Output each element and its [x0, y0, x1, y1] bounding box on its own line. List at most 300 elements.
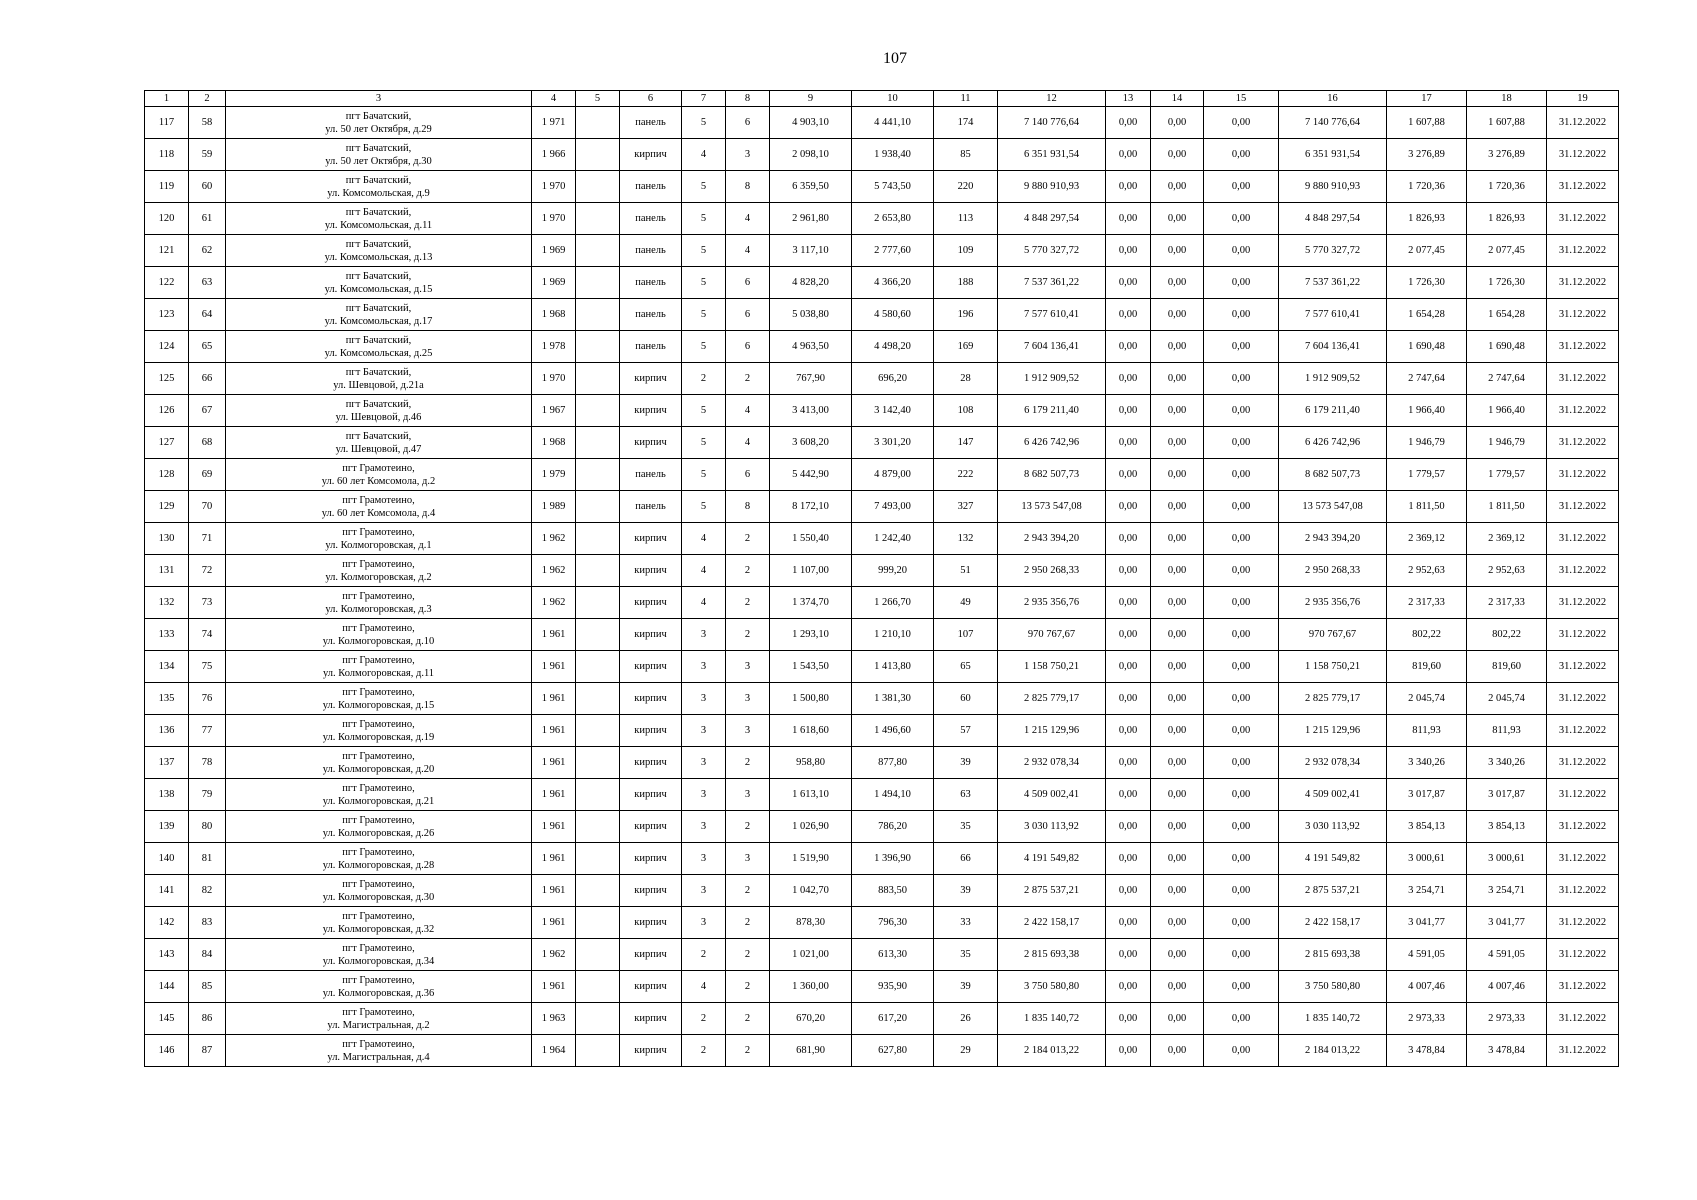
repair-cost-cell: 2 422 158,17 — [998, 907, 1106, 939]
address-street: ул. 50 лет Октября, д.29 — [325, 123, 432, 135]
deadline-cell: 31.12.2022 — [1547, 971, 1619, 1003]
row-index: 146 — [145, 1035, 189, 1067]
col17-cell: 2 045,74 — [1387, 683, 1467, 715]
wall-material-cell: кирпич — [620, 139, 682, 171]
col14-cell: 0,00 — [1151, 811, 1204, 843]
entrances-cell: 2 — [726, 971, 770, 1003]
repair-cost-cell: 1 835 140,72 — [998, 1003, 1106, 1035]
build-year-cell: 1 970 — [532, 363, 576, 395]
col15-cell: 0,00 — [1204, 683, 1279, 715]
living-area-cell: 613,30 — [852, 939, 934, 971]
total-area-cell: 1 293,10 — [770, 619, 852, 651]
col5-cell — [576, 171, 620, 203]
wall-material-cell: кирпич — [620, 363, 682, 395]
address-cell — [226, 267, 532, 299]
col14-cell: 0,00 — [1151, 747, 1204, 779]
build-year-cell: 1 969 — [532, 235, 576, 267]
col14-cell: 0,00 — [1151, 203, 1204, 235]
repair-cost-cell: 2 943 394,20 — [998, 523, 1106, 555]
col5-cell — [576, 1003, 620, 1035]
col15-cell: 0,00 — [1204, 395, 1279, 427]
col16-cell: 2 932 078,34 — [1279, 747, 1387, 779]
residents-cell: 57 — [934, 715, 998, 747]
wall-material-cell: кирпич — [620, 747, 682, 779]
building-index: 84 — [189, 939, 226, 971]
col15-cell: 0,00 — [1204, 1003, 1279, 1035]
table-row — [145, 619, 1619, 651]
col5-cell — [576, 939, 620, 971]
column-header-8: 8 — [726, 91, 770, 107]
col18-cell: 1 726,30 — [1467, 267, 1547, 299]
col18-cell: 3 854,13 — [1467, 811, 1547, 843]
address-street: ул. Шевцовой, д.21а — [333, 379, 424, 391]
address-locality: пгт Грамотеино, — [342, 718, 415, 730]
col16-cell: 8 682 507,73 — [1279, 459, 1387, 491]
col5-cell — [576, 235, 620, 267]
build-year-cell: 1 961 — [532, 715, 576, 747]
deadline-cell: 31.12.2022 — [1547, 491, 1619, 523]
table-row — [145, 875, 1619, 907]
wall-material-cell: кирпич — [620, 651, 682, 683]
total-area-cell: 4 963,50 — [770, 331, 852, 363]
col18-cell: 2 973,33 — [1467, 1003, 1547, 1035]
col5-cell — [576, 427, 620, 459]
col14-cell: 0,00 — [1151, 587, 1204, 619]
row-index: 142 — [145, 907, 189, 939]
floors-cell: 3 — [682, 619, 726, 651]
address-locality: пгт Грамотеино, — [342, 1006, 415, 1018]
build-year-cell: 1 962 — [532, 555, 576, 587]
col5-cell — [576, 747, 620, 779]
floors-cell: 5 — [682, 171, 726, 203]
residents-cell: 108 — [934, 395, 998, 427]
floors-cell: 3 — [682, 811, 726, 843]
address-locality: пгт Грамотеино, — [342, 654, 415, 666]
table-row — [145, 555, 1619, 587]
col18-cell: 2 952,63 — [1467, 555, 1547, 587]
building-index: 73 — [189, 587, 226, 619]
living-area-cell: 4 580,60 — [852, 299, 934, 331]
address-cell — [226, 235, 532, 267]
table-row — [145, 811, 1619, 843]
row-index: 143 — [145, 939, 189, 971]
col5-cell — [576, 715, 620, 747]
wall-material-cell: кирпич — [620, 427, 682, 459]
living-area-cell: 1 266,70 — [852, 587, 934, 619]
repair-cost-cell: 2 815 693,38 — [998, 939, 1106, 971]
entrances-cell: 3 — [726, 715, 770, 747]
address-street: ул. Шевцовой, д.46 — [335, 411, 422, 423]
col17-cell: 1 607,88 — [1387, 107, 1467, 139]
residents-cell: 66 — [934, 843, 998, 875]
deadline-cell: 31.12.2022 — [1547, 555, 1619, 587]
repair-cost-cell: 1 158 750,21 — [998, 651, 1106, 683]
col5-cell — [576, 395, 620, 427]
wall-material-cell: панель — [620, 107, 682, 139]
total-area-cell: 1 360,00 — [770, 971, 852, 1003]
building-index: 62 — [189, 235, 226, 267]
address-cell — [226, 875, 532, 907]
address-street: ул. Колмогоровская, д.32 — [322, 923, 435, 935]
col5-cell — [576, 331, 620, 363]
address-cell — [226, 843, 532, 875]
address-locality: пгт Грамотеино, — [342, 846, 415, 858]
residents-cell: 65 — [934, 651, 998, 683]
living-area-cell: 1 938,40 — [852, 139, 934, 171]
table-row — [145, 747, 1619, 779]
entrances-cell: 6 — [726, 331, 770, 363]
building-index: 86 — [189, 1003, 226, 1035]
row-index: 120 — [145, 203, 189, 235]
table-row — [145, 139, 1619, 171]
column-header-11: 11 — [934, 91, 998, 107]
total-area-cell: 2 098,10 — [770, 139, 852, 171]
building-index: 63 — [189, 267, 226, 299]
col13-cell: 0,00 — [1106, 171, 1151, 203]
col15-cell: 0,00 — [1204, 715, 1279, 747]
column-header-14: 14 — [1151, 91, 1204, 107]
col13-cell: 0,00 — [1106, 235, 1151, 267]
address-street: ул. Комсомольская, д.13 — [324, 251, 433, 263]
floors-cell: 2 — [682, 1035, 726, 1067]
column-header-18: 18 — [1467, 91, 1547, 107]
col18-cell: 1 811,50 — [1467, 491, 1547, 523]
living-area-cell: 617,20 — [852, 1003, 934, 1035]
repair-cost-cell: 7 537 361,22 — [998, 267, 1106, 299]
col14-cell: 0,00 — [1151, 939, 1204, 971]
col5-cell — [576, 683, 620, 715]
residents-cell: 29 — [934, 1035, 998, 1067]
total-area-cell: 4 903,10 — [770, 107, 852, 139]
address-locality: пгт Бачатский, — [345, 206, 412, 218]
wall-material-cell: кирпич — [620, 587, 682, 619]
address-cell — [226, 459, 532, 491]
wall-material-cell: кирпич — [620, 971, 682, 1003]
address-locality: пгт Грамотеино, — [342, 782, 415, 794]
row-index: 117 — [145, 107, 189, 139]
floors-cell: 3 — [682, 843, 726, 875]
building-index: 75 — [189, 651, 226, 683]
address-locality: пгт Бачатский, — [345, 110, 412, 122]
entrances-cell: 6 — [726, 107, 770, 139]
wall-material-cell: кирпич — [620, 875, 682, 907]
address-street: ул. Комсомольская, д.25 — [324, 347, 433, 359]
col16-cell: 2 875 537,21 — [1279, 875, 1387, 907]
build-year-cell: 1 967 — [532, 395, 576, 427]
address-street: ул. Комсомольская, д.17 — [324, 315, 433, 327]
col5-cell — [576, 779, 620, 811]
table-row — [145, 523, 1619, 555]
column-header-17: 17 — [1387, 91, 1467, 107]
repair-cost-cell: 13 573 547,08 — [998, 491, 1106, 523]
residents-cell: 35 — [934, 939, 998, 971]
living-area-cell: 4 366,20 — [852, 267, 934, 299]
col14-cell: 0,00 — [1151, 171, 1204, 203]
residents-cell: 35 — [934, 811, 998, 843]
col13-cell: 0,00 — [1106, 907, 1151, 939]
col17-cell: 1 720,36 — [1387, 171, 1467, 203]
col17-cell: 2 973,33 — [1387, 1003, 1467, 1035]
col16-cell: 7 604 136,41 — [1279, 331, 1387, 363]
col5-cell — [576, 203, 620, 235]
col14-cell: 0,00 — [1151, 363, 1204, 395]
deadline-cell: 31.12.2022 — [1547, 459, 1619, 491]
col18-cell: 4 591,05 — [1467, 939, 1547, 971]
wall-material-cell: кирпич — [620, 939, 682, 971]
build-year-cell: 1 979 — [532, 459, 576, 491]
col5-cell — [576, 907, 620, 939]
floors-cell: 3 — [682, 747, 726, 779]
column-header-6: 6 — [620, 91, 682, 107]
col16-cell: 4 191 549,82 — [1279, 843, 1387, 875]
floors-cell: 3 — [682, 651, 726, 683]
total-area-cell: 6 359,50 — [770, 171, 852, 203]
col14-cell: 0,00 — [1151, 779, 1204, 811]
col13-cell: 0,00 — [1106, 427, 1151, 459]
address-cell — [226, 139, 532, 171]
column-header-15: 15 — [1204, 91, 1279, 107]
floors-cell: 2 — [682, 363, 726, 395]
total-area-cell: 4 828,20 — [770, 267, 852, 299]
col14-cell: 0,00 — [1151, 395, 1204, 427]
repair-cost-cell: 6 179 211,40 — [998, 395, 1106, 427]
building-index: 77 — [189, 715, 226, 747]
repair-cost-cell: 6 351 931,54 — [998, 139, 1106, 171]
col16-cell: 7 537 361,22 — [1279, 267, 1387, 299]
address-cell — [226, 619, 532, 651]
col17-cell: 4 591,05 — [1387, 939, 1467, 971]
address-cell — [226, 331, 532, 363]
col18-cell: 3 041,77 — [1467, 907, 1547, 939]
row-index: 141 — [145, 875, 189, 907]
col16-cell: 7 577 610,41 — [1279, 299, 1387, 331]
column-header-7: 7 — [682, 91, 726, 107]
col15-cell: 0,00 — [1204, 491, 1279, 523]
building-index: 58 — [189, 107, 226, 139]
total-area-cell: 1 618,60 — [770, 715, 852, 747]
building-index: 71 — [189, 523, 226, 555]
repair-cost-cell: 2 935 356,76 — [998, 587, 1106, 619]
row-index: 121 — [145, 235, 189, 267]
build-year-cell: 1 961 — [532, 619, 576, 651]
entrances-cell: 6 — [726, 267, 770, 299]
residents-cell: 188 — [934, 267, 998, 299]
col17-cell: 3 276,89 — [1387, 139, 1467, 171]
col14-cell: 0,00 — [1151, 715, 1204, 747]
col14-cell: 0,00 — [1151, 907, 1204, 939]
total-area-cell: 1 550,40 — [770, 523, 852, 555]
address-locality: пгт Грамотеино, — [342, 590, 415, 602]
col14-cell: 0,00 — [1151, 1003, 1204, 1035]
living-area-cell: 4 498,20 — [852, 331, 934, 363]
row-index: 134 — [145, 651, 189, 683]
table-row — [145, 779, 1619, 811]
deadline-cell: 31.12.2022 — [1547, 171, 1619, 203]
col14-cell: 0,00 — [1151, 267, 1204, 299]
col5-cell — [576, 491, 620, 523]
col15-cell: 0,00 — [1204, 939, 1279, 971]
table-row — [145, 235, 1619, 267]
address-locality: пгт Грамотеино, — [342, 686, 415, 698]
repair-cost-cell: 9 880 910,93 — [998, 171, 1106, 203]
repair-cost-cell: 5 770 327,72 — [998, 235, 1106, 267]
repair-cost-cell: 1 215 129,96 — [998, 715, 1106, 747]
floors-cell: 5 — [682, 235, 726, 267]
building-index: 81 — [189, 843, 226, 875]
col17-cell: 2 317,33 — [1387, 587, 1467, 619]
entrances-cell: 2 — [726, 523, 770, 555]
living-area-cell: 796,30 — [852, 907, 934, 939]
wall-material-cell: кирпич — [620, 1003, 682, 1035]
floors-cell: 5 — [682, 299, 726, 331]
entrances-cell: 4 — [726, 395, 770, 427]
col17-cell: 802,22 — [1387, 619, 1467, 651]
floors-cell: 4 — [682, 587, 726, 619]
building-index: 78 — [189, 747, 226, 779]
entrances-cell: 2 — [726, 747, 770, 779]
col5-cell — [576, 299, 620, 331]
total-area-cell: 681,90 — [770, 1035, 852, 1067]
row-index: 119 — [145, 171, 189, 203]
deadline-cell: 31.12.2022 — [1547, 875, 1619, 907]
total-area-cell: 1 026,90 — [770, 811, 852, 843]
building-index: 68 — [189, 427, 226, 459]
address-locality: пгт Бачатский, — [345, 302, 412, 314]
address-locality: пгт Бачатский, — [345, 238, 412, 250]
residents-cell: 222 — [934, 459, 998, 491]
col16-cell: 7 140 776,64 — [1279, 107, 1387, 139]
residents-cell: 147 — [934, 427, 998, 459]
col17-cell: 1 826,93 — [1387, 203, 1467, 235]
col15-cell: 0,00 — [1204, 555, 1279, 587]
col13-cell: 0,00 — [1106, 523, 1151, 555]
col13-cell: 0,00 — [1106, 971, 1151, 1003]
deadline-cell: 31.12.2022 — [1547, 299, 1619, 331]
col17-cell: 2 747,64 — [1387, 363, 1467, 395]
table-row — [145, 907, 1619, 939]
col16-cell: 1 158 750,21 — [1279, 651, 1387, 683]
total-area-cell: 1 374,70 — [770, 587, 852, 619]
col16-cell: 3 750 580,80 — [1279, 971, 1387, 1003]
repair-cost-cell: 2 184 013,22 — [998, 1035, 1106, 1067]
address-locality: пгт Грамотеино, — [342, 622, 415, 634]
table-row — [145, 1003, 1619, 1035]
col13-cell: 0,00 — [1106, 811, 1151, 843]
table-row — [145, 267, 1619, 299]
col17-cell: 1 726,30 — [1387, 267, 1467, 299]
deadline-cell: 31.12.2022 — [1547, 331, 1619, 363]
address-cell — [226, 1003, 532, 1035]
column-header-3: 3 — [226, 91, 532, 107]
col13-cell: 0,00 — [1106, 619, 1151, 651]
col13-cell: 0,00 — [1106, 491, 1151, 523]
floors-cell: 3 — [682, 715, 726, 747]
col15-cell: 0,00 — [1204, 363, 1279, 395]
col14-cell: 0,00 — [1151, 107, 1204, 139]
floors-cell: 5 — [682, 331, 726, 363]
floors-cell: 5 — [682, 395, 726, 427]
col18-cell: 3 017,87 — [1467, 779, 1547, 811]
address-street: ул. Магистральная, д.4 — [327, 1051, 430, 1063]
address-street: ул. Колмогоровская, д.34 — [322, 955, 435, 967]
building-index: 69 — [189, 459, 226, 491]
col16-cell: 5 770 327,72 — [1279, 235, 1387, 267]
address-locality: пгт Грамотеино, — [342, 750, 415, 762]
wall-material-cell: кирпич — [620, 1035, 682, 1067]
col15-cell: 0,00 — [1204, 907, 1279, 939]
row-index: 145 — [145, 1003, 189, 1035]
address-street: ул. 60 лет Комсомола, д.4 — [321, 507, 436, 519]
living-area-cell: 883,50 — [852, 875, 934, 907]
col17-cell: 3 017,87 — [1387, 779, 1467, 811]
row-index: 138 — [145, 779, 189, 811]
col17-cell: 811,93 — [1387, 715, 1467, 747]
deadline-cell: 31.12.2022 — [1547, 651, 1619, 683]
col16-cell: 9 880 910,93 — [1279, 171, 1387, 203]
row-index: 144 — [145, 971, 189, 1003]
residents-cell: 327 — [934, 491, 998, 523]
floors-cell: 4 — [682, 139, 726, 171]
floors-cell: 4 — [682, 523, 726, 555]
col13-cell: 0,00 — [1106, 555, 1151, 587]
wall-material-cell: панель — [620, 299, 682, 331]
entrances-cell: 2 — [726, 555, 770, 587]
col15-cell: 0,00 — [1204, 523, 1279, 555]
col18-cell: 1 946,79 — [1467, 427, 1547, 459]
living-area-cell: 1 242,40 — [852, 523, 934, 555]
deadline-cell: 31.12.2022 — [1547, 523, 1619, 555]
row-index: 131 — [145, 555, 189, 587]
col15-cell: 0,00 — [1204, 171, 1279, 203]
deadline-cell: 31.12.2022 — [1547, 683, 1619, 715]
col14-cell: 0,00 — [1151, 139, 1204, 171]
floors-cell: 4 — [682, 971, 726, 1003]
residents-cell: 132 — [934, 523, 998, 555]
address-street: ул. Колмогоровская, д.11 — [322, 667, 435, 679]
address-cell — [226, 907, 532, 939]
row-index: 124 — [145, 331, 189, 363]
build-year-cell: 1 989 — [532, 491, 576, 523]
repair-cost-cell: 7 604 136,41 — [998, 331, 1106, 363]
col5-cell — [576, 811, 620, 843]
entrances-cell: 4 — [726, 427, 770, 459]
address-cell — [226, 651, 532, 683]
col18-cell: 3 276,89 — [1467, 139, 1547, 171]
address-locality: пгт Грамотеино, — [342, 558, 415, 570]
col13-cell: 0,00 — [1106, 267, 1151, 299]
floors-cell: 3 — [682, 779, 726, 811]
floors-cell: 5 — [682, 459, 726, 491]
wall-material-cell: панель — [620, 331, 682, 363]
table-row — [145, 971, 1619, 1003]
col17-cell: 1 654,28 — [1387, 299, 1467, 331]
build-year-cell: 1 961 — [532, 779, 576, 811]
total-area-cell: 5 038,80 — [770, 299, 852, 331]
row-index: 125 — [145, 363, 189, 395]
col13-cell: 0,00 — [1106, 875, 1151, 907]
floors-cell: 5 — [682, 427, 726, 459]
repair-cost-cell: 4 848 297,54 — [998, 203, 1106, 235]
repair-cost-cell: 3 030 113,92 — [998, 811, 1106, 843]
total-area-cell: 3 117,10 — [770, 235, 852, 267]
row-index: 133 — [145, 619, 189, 651]
col13-cell: 0,00 — [1106, 1003, 1151, 1035]
col13-cell: 0,00 — [1106, 299, 1151, 331]
col5-cell — [576, 523, 620, 555]
build-year-cell: 1 966 — [532, 139, 576, 171]
address-cell — [226, 427, 532, 459]
building-index: 61 — [189, 203, 226, 235]
